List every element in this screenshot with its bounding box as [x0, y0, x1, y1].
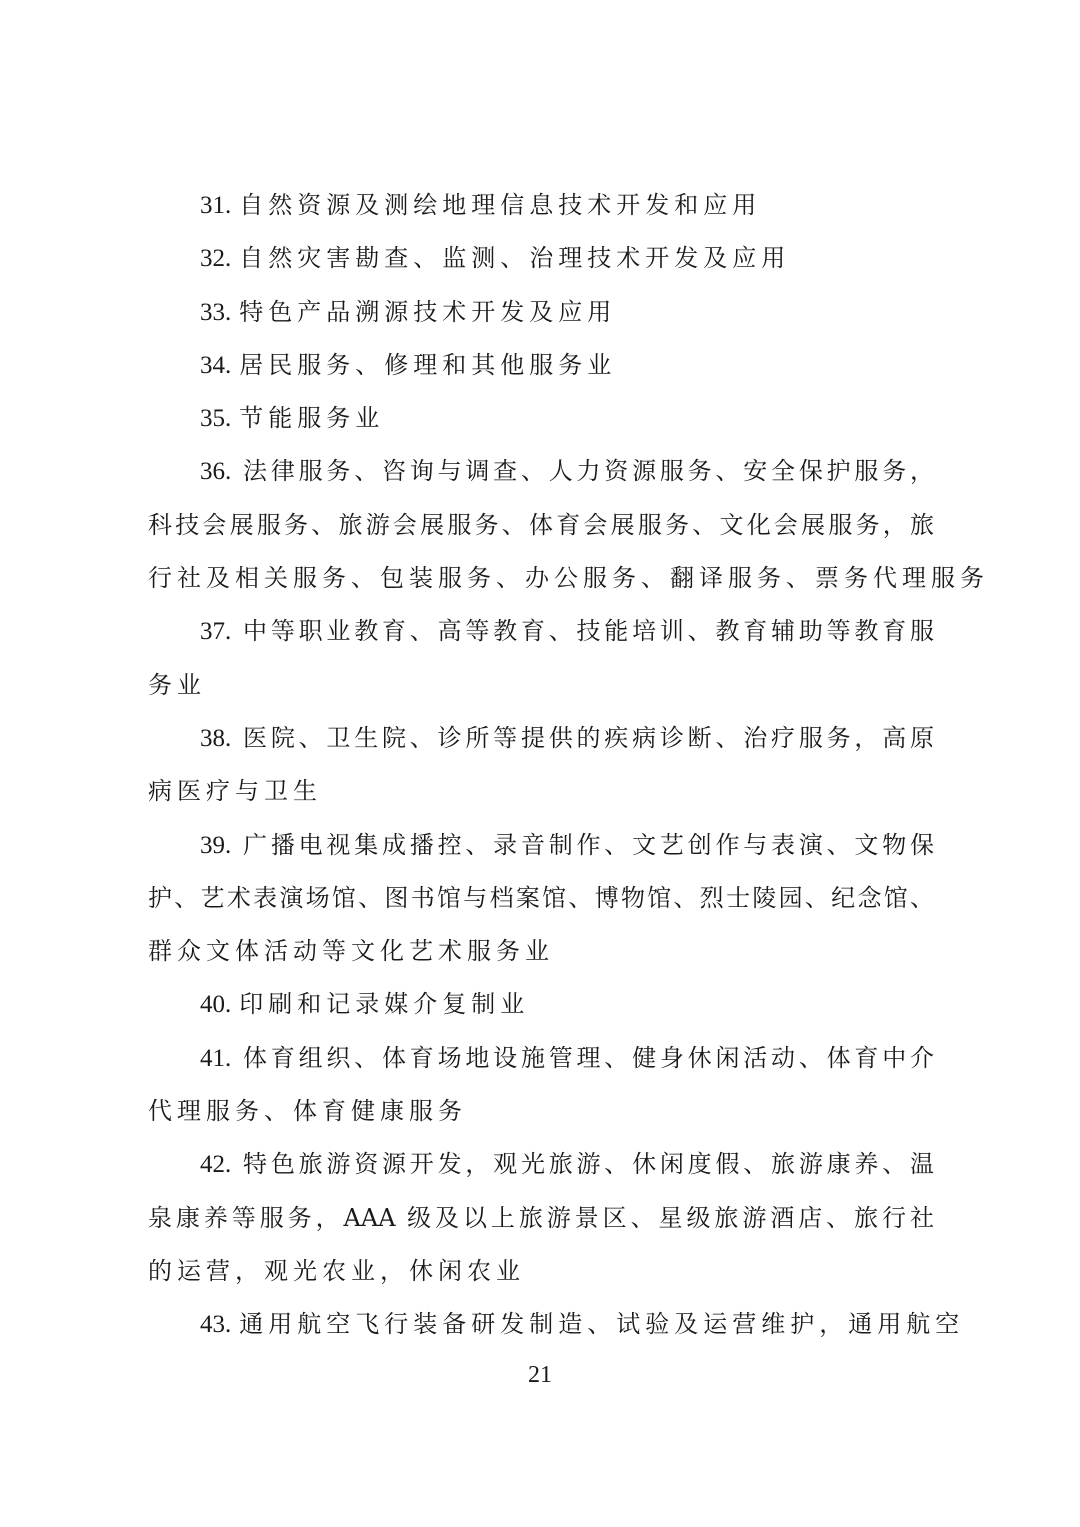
page-number: 21 [528, 1362, 552, 1388]
item-text: 自然灾害勘查、监测、治理技术开发及应用 [239, 244, 791, 273]
item-text: 代理服务、体育健康服务 [148, 1097, 467, 1126]
list-item-line [148, 232, 934, 285]
item-text: 中等职业教育、高等教育、技能培训、教育辅助等教育服 [239, 617, 934, 646]
list-item-line [148, 1138, 934, 1191]
item-text: 通用航空飞行装备研发制造、试验及运营维护，通用航空 [239, 1310, 965, 1339]
list-item [148, 179, 934, 232]
item-number: 32. [200, 245, 232, 273]
list-item-line [148, 179, 934, 232]
list-item-line [148, 1085, 934, 1138]
list-item-line [148, 552, 989, 605]
item-number: 42. [200, 1151, 232, 1179]
item-text: 自然资源及测绘地理信息技术开发和应用 [239, 191, 762, 219]
list-item-line [148, 445, 934, 498]
list-item-line [148, 286, 934, 339]
item-number: 31. [200, 192, 232, 219]
list-item [148, 605, 934, 712]
item-text: 医院、卫生院、诊所等提供的疾病诊断、治疗服务，高原 [239, 723, 934, 752]
list-item-line [148, 339, 934, 392]
item-text: 居民服务、修理和其他服务业 [239, 350, 617, 379]
list-item-line [148, 712, 934, 765]
item-text: 护、艺术表演场馆、图书馆与档案馆、博物馆、烈士陵园、纪念馆、 [148, 883, 934, 912]
item-text: 病医疗与卫生 [148, 777, 322, 806]
item-text: 特色产品溯源技术开发及应用 [239, 297, 617, 326]
list-item [148, 1138, 934, 1298]
item-text: 泉康养等服务，AAA 级及以上旅游景区、星级旅游酒店、旅行社 [148, 1203, 934, 1232]
item-number: 43. [200, 1311, 232, 1339]
list-item [148, 232, 934, 285]
item-text: 体育组织、体育场地设施管理、健身休闲活动、体育中介 [239, 1043, 934, 1072]
item-text: 广播电视集成播控、录音制作、文艺创作与表演、文物保 [239, 830, 934, 859]
list-item [148, 339, 934, 392]
document-body [148, 179, 989, 1352]
item-text: 法律服务、咨询与调查、人力资源服务、安全保护服务， [239, 457, 934, 486]
item-number: 37. [200, 618, 232, 646]
list-item-line [148, 925, 934, 978]
item-text: 的运营，观光农业，休闲农业 [148, 1256, 525, 1285]
list-item-line [148, 605, 934, 658]
list-item-line [148, 1245, 934, 1298]
item-number: 33. [200, 298, 232, 326]
item-number: 35. [200, 405, 232, 433]
item-text: 务业 [148, 670, 206, 699]
item-number: 41. [200, 1044, 232, 1072]
list-item [148, 978, 934, 1031]
item-text: 特色旅游资源开发，观光旅游、休闲度假、旅游康养、温 [239, 1150, 934, 1179]
list-item-line [148, 765, 934, 818]
list-item [148, 392, 934, 445]
item-text: 科技会展服务、旅游会展服务、体育会展服务、文化会展服务，旅 [148, 510, 934, 539]
list-item [148, 819, 934, 979]
list-item-line [148, 872, 934, 925]
item-text: 群众文体活动等文化艺术服务业 [148, 937, 554, 966]
list-item-line [148, 392, 934, 445]
list-item-line [148, 1298, 965, 1351]
item-text: 行社及相关服务、包装服务、办公服务、翻译服务、票务代理服务 [148, 564, 989, 593]
list-item-line [148, 1032, 934, 1085]
item-number: 34. [200, 351, 232, 379]
item-number: 38. [200, 724, 232, 752]
list-item [148, 1298, 965, 1351]
list-item [148, 286, 934, 339]
item-number: 36. [200, 458, 232, 486]
list-item-line [148, 819, 934, 872]
list-item-line [148, 659, 934, 712]
item-text: 印刷和记录媒介复制业 [239, 990, 530, 1019]
list-item [148, 445, 989, 605]
list-item [148, 712, 934, 819]
item-number: 39. [200, 831, 232, 859]
list-item-line [148, 499, 934, 552]
list-item [148, 1032, 934, 1139]
item-number: 40. [200, 991, 232, 1019]
list-item-line [148, 978, 934, 1031]
item-text: 节能服务业 [239, 404, 385, 433]
list-item-line [148, 1192, 934, 1245]
